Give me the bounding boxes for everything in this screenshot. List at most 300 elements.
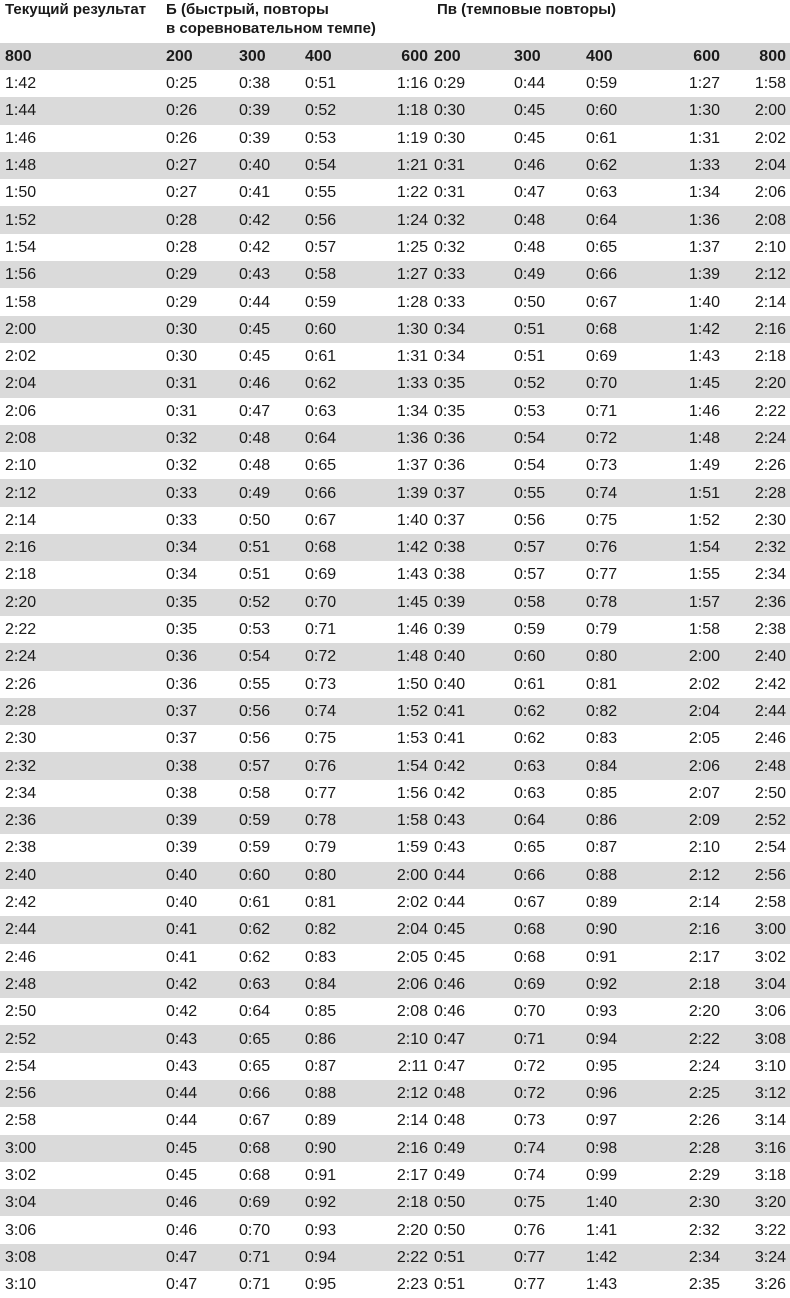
pace-cell: 2:12 <box>376 1080 432 1107</box>
pace-cell: 0:30 <box>164 316 237 343</box>
pace-cell: 0:45 <box>166 1167 198 1185</box>
pace-cell: 0:40 <box>166 894 198 912</box>
table-row <box>0 179 790 206</box>
pace-cell: 2:08 <box>724 206 790 233</box>
pace-cell: 0:45 <box>512 97 584 124</box>
pace-cell: 0:31 <box>166 402 198 420</box>
pace-cell: 3:10 <box>754 1057 786 1075</box>
pace-cell: 0:33 <box>432 261 512 288</box>
pace-cell: 2:12 <box>656 862 724 889</box>
pace-cell: 1:22 <box>396 184 428 202</box>
pace-cell: 2:24 <box>724 425 790 452</box>
pace-cell: 0:37 <box>432 479 512 506</box>
pace-cell: 2:10 <box>754 238 786 256</box>
pace-cell: 2:30 <box>656 1189 724 1216</box>
table-row <box>0 507 790 534</box>
pace-cell: 0:66 <box>237 1080 303 1107</box>
pace-cell: 0:60 <box>584 97 656 124</box>
current-result-cell: 3:10 <box>5 1276 37 1294</box>
pace-cell: 0:43 <box>166 1057 198 1075</box>
pace-cell: 0:40 <box>432 643 512 670</box>
pace-cell: 1:58 <box>688 621 720 639</box>
current-result-cell: 1:44 <box>0 97 164 124</box>
pace-table <box>0 43 790 1298</box>
pace-cell: 0:57 <box>512 534 584 561</box>
pace-cell: 0:26 <box>164 97 237 124</box>
pace-cell: 0:42 <box>237 206 303 233</box>
pace-cell: 2:06 <box>754 184 786 202</box>
table-row <box>0 971 790 998</box>
pace-cell: 0:64 <box>512 807 584 834</box>
pace-cell: 0:98 <box>584 1135 656 1162</box>
pace-cell: 0:48 <box>239 457 271 475</box>
pace-cell: 0:49 <box>512 261 584 288</box>
current-result-cell: 2:40 <box>0 862 164 889</box>
current-result-cell: 2:04 <box>0 370 164 397</box>
pace-cell: 0:75 <box>586 511 618 529</box>
current-result-cell: 1:56 <box>0 261 164 288</box>
pace-cell: 0:34 <box>164 534 237 561</box>
pace-cell: 1:45 <box>656 370 724 397</box>
pace-cell: 2:05 <box>396 948 428 966</box>
pace-cell: 0:32 <box>432 206 512 233</box>
pace-cell: 1:53 <box>396 730 428 748</box>
pace-cell: 0:91 <box>305 1167 337 1185</box>
pace-cell: 3:18 <box>754 1167 786 1185</box>
pace-cell: 0:70 <box>514 1003 546 1021</box>
pace-cell: 0:68 <box>514 948 546 966</box>
pace-cell: 0:46 <box>237 370 303 397</box>
pace-cell: 0:94 <box>303 1244 376 1271</box>
pace-cell: 0:92 <box>584 971 656 998</box>
pace-cell: 0:47 <box>432 1025 512 1052</box>
pace-cell: 0:79 <box>586 621 618 639</box>
table-group-headers <box>0 0 790 43</box>
table-row <box>0 316 790 343</box>
pace-cell: 0:28 <box>164 206 237 233</box>
pace-cell: 0:51 <box>434 1276 466 1294</box>
table-row <box>0 398 790 425</box>
pace-cell: 1:52 <box>376 698 432 725</box>
pace-cell: 1:57 <box>656 589 724 616</box>
pace-cell: 0:65 <box>305 457 337 475</box>
pace-cell: 2:35 <box>688 1276 720 1294</box>
pace-cell: 1:25 <box>396 238 428 256</box>
pace-cell: 0:27 <box>166 184 198 202</box>
current-result-cell: 2:14 <box>5 511 37 529</box>
pace-cell: 0:36 <box>164 643 237 670</box>
pace-cell: 0:80 <box>584 643 656 670</box>
pace-cell: 0:58 <box>512 589 584 616</box>
pace-cell: 0:39 <box>237 97 303 124</box>
pace-cell: 0:74 <box>514 1167 546 1185</box>
pace-cell: 2:12 <box>724 261 790 288</box>
pace-cell: 0:61 <box>514 675 546 693</box>
pace-cell: 2:00 <box>376 862 432 889</box>
pace-cell: 0:27 <box>164 152 237 179</box>
pace-cell: 0:51 <box>305 75 337 93</box>
pace-cell: 0:51 <box>237 534 303 561</box>
current-result-cell: 1:48 <box>0 152 164 179</box>
table-row <box>0 206 790 233</box>
pace-cell: 0:71 <box>237 1244 303 1271</box>
current-result-cell: 1:52 <box>0 206 164 233</box>
pace-cell: 0:91 <box>586 948 618 966</box>
pace-cell: 1:58 <box>754 75 786 93</box>
pace-cell: 2:16 <box>724 316 790 343</box>
pace-cell: 1:19 <box>396 129 428 147</box>
pace-cell: 0:35 <box>434 402 466 420</box>
table-row <box>0 452 790 479</box>
pace-cell: 2:48 <box>724 752 790 779</box>
pace-cell: 0:64 <box>584 206 656 233</box>
pace-cell: 2:54 <box>754 839 786 857</box>
pace-cell: 0:50 <box>514 293 546 311</box>
pace-cell: 0:65 <box>239 1057 271 1075</box>
pace-cell: 0:90 <box>584 916 656 943</box>
current-result-cell: 2:38 <box>5 839 37 857</box>
pace-cell: 0:41 <box>164 916 237 943</box>
pace-cell: 0:69 <box>512 971 584 998</box>
pace-cell: 1:46 <box>396 621 428 639</box>
pace-cell: 1:42 <box>656 316 724 343</box>
current-result-cell: 3:08 <box>0 1244 164 1271</box>
pace-cell: 1:34 <box>396 402 428 420</box>
pace-cell: 0:65 <box>514 839 546 857</box>
pace-cell: 1:42 <box>584 1244 656 1271</box>
pace-cell: 0:48 <box>512 206 584 233</box>
pace-cell: 0:45 <box>514 129 546 147</box>
pace-cell: 0:79 <box>305 839 337 857</box>
pace-cell: 2:18 <box>754 348 786 366</box>
pace-cell: 2:18 <box>656 971 724 998</box>
pace-cell: 0:65 <box>237 1025 303 1052</box>
table-row <box>0 1080 790 1107</box>
pace-cell: 2:29 <box>688 1167 720 1185</box>
pace-cell: 0:50 <box>432 1189 512 1216</box>
pace-cell: 2:02 <box>688 675 720 693</box>
pace-cell: 0:81 <box>586 675 618 693</box>
table-row <box>0 698 790 725</box>
pace-cell: 0:44 <box>432 862 512 889</box>
pace-cell: 0:88 <box>303 1080 376 1107</box>
pace-cell: 0:50 <box>239 511 271 529</box>
pace-cell: 0:56 <box>239 730 271 748</box>
table-row <box>0 1053 790 1080</box>
pace-cell: 2:10 <box>688 839 720 857</box>
pace-cell: 0:55 <box>305 184 337 202</box>
table-row <box>0 370 790 397</box>
pace-cell: 0:38 <box>164 752 237 779</box>
pace-cell: 0:43 <box>432 807 512 834</box>
pace-cell: 1:37 <box>396 457 428 475</box>
pace-cell: 2:04 <box>656 698 724 725</box>
current-result-cell: 2:44 <box>0 916 164 943</box>
pace-cell: 1:39 <box>376 479 432 506</box>
pace-cell: 0:29 <box>166 293 198 311</box>
pace-cell: 0:52 <box>237 589 303 616</box>
pace-cell: 0:31 <box>432 152 512 179</box>
pace-cell: 0:53 <box>239 621 271 639</box>
pace-cell: 0:26 <box>166 129 198 147</box>
pace-cell: 0:38 <box>434 566 466 584</box>
pace-cell: 0:41 <box>434 730 466 748</box>
pace-cell: 0:59 <box>305 293 337 311</box>
table-row <box>0 1244 790 1271</box>
pace-cell: 0:38 <box>239 75 271 93</box>
pace-cell: 0:86 <box>584 807 656 834</box>
pace-cell: 0:41 <box>166 948 198 966</box>
table-row <box>0 479 790 506</box>
pace-cell: 1:33 <box>376 370 432 397</box>
pace-cell: 0:37 <box>166 730 198 748</box>
pace-cell: 0:62 <box>584 152 656 179</box>
pace-cell: 0:69 <box>237 1189 303 1216</box>
pace-cell: 1:33 <box>656 152 724 179</box>
current-result-cell: 2:18 <box>5 566 37 584</box>
pace-cell: 2:56 <box>724 862 790 889</box>
pace-cell: 0:75 <box>305 730 337 748</box>
pace-cell: 0:43 <box>237 261 303 288</box>
pace-cell: 0:68 <box>303 534 376 561</box>
table-row <box>0 425 790 452</box>
pace-cell: 0:32 <box>434 238 466 256</box>
pace-cell: 3:08 <box>724 1025 790 1052</box>
pace-cell: 2:14 <box>396 1112 428 1130</box>
pace-cell: 0:51 <box>239 566 271 584</box>
pace-cell: 1:54 <box>656 534 724 561</box>
pace-cell: 0:36 <box>434 457 466 475</box>
table-row <box>0 1216 790 1243</box>
pace-cell: 0:37 <box>434 511 466 529</box>
pace-cell: 0:94 <box>584 1025 656 1052</box>
pace-cell: 0:63 <box>237 971 303 998</box>
pace-cell: 0:44 <box>514 75 546 93</box>
table-row <box>0 616 790 643</box>
pace-cell: 0:32 <box>164 425 237 452</box>
header-fast-repeats: Б (быстрый, повторы в соревновательном темпе) <box>166 1 376 37</box>
pace-cell: 0:93 <box>586 1003 618 1021</box>
pace-cell: 0:48 <box>434 1112 466 1130</box>
pace-cell: 1:31 <box>396 348 428 366</box>
table-row <box>0 561 790 588</box>
current-result-cell: 2:46 <box>5 948 37 966</box>
pace-cell: 0:45 <box>164 1135 237 1162</box>
table-row <box>0 834 790 861</box>
pace-cell: 0:82 <box>584 698 656 725</box>
column-header: 300 <box>237 43 303 70</box>
pace-cell: 2:50 <box>754 784 786 802</box>
pace-cell: 0:72 <box>512 1080 584 1107</box>
pace-cell: 3:06 <box>754 1003 786 1021</box>
pace-cell: 0:63 <box>514 784 546 802</box>
pace-cell: 0:62 <box>512 698 584 725</box>
pace-cell: 0:38 <box>432 534 512 561</box>
pace-cell: 2:30 <box>754 511 786 529</box>
pace-cell: 0:77 <box>305 784 337 802</box>
table-row <box>0 889 790 916</box>
table-row <box>0 343 790 370</box>
pace-cell: 0:59 <box>237 807 303 834</box>
current-result-cell: 2:56 <box>0 1080 164 1107</box>
pace-cell: 0:39 <box>434 621 466 639</box>
pace-cell: 0:77 <box>512 1244 584 1271</box>
pace-cell: 0:86 <box>303 1025 376 1052</box>
pace-cell: 0:87 <box>305 1057 337 1075</box>
pace-cell: 0:76 <box>514 1221 546 1239</box>
current-result-cell: 2:50 <box>5 1003 37 1021</box>
pace-cell: 2:40 <box>724 643 790 670</box>
pace-cell: 1:55 <box>688 566 720 584</box>
pace-cell: 2:00 <box>656 643 724 670</box>
pace-cell: 0:83 <box>305 948 337 966</box>
pace-cell: 3:22 <box>754 1221 786 1239</box>
pace-cell: 1:59 <box>396 839 428 857</box>
current-result-cell: 2:22 <box>5 621 37 639</box>
pace-cell: 2:58 <box>754 894 786 912</box>
pace-cell: 2:16 <box>376 1135 432 1162</box>
pace-cell: 3:02 <box>754 948 786 966</box>
pace-cell: 0:44 <box>166 1112 198 1130</box>
pace-cell: 1:52 <box>688 511 720 529</box>
current-result-cell: 2:16 <box>0 534 164 561</box>
pace-cell: 1:43 <box>688 348 720 366</box>
column-header-row <box>0 43 790 70</box>
pace-cell: 1:48 <box>656 425 724 452</box>
pace-cell: 0:78 <box>584 589 656 616</box>
pace-cell: 0:51 <box>514 348 546 366</box>
pace-cell: 1:34 <box>688 184 720 202</box>
pace-cell: 0:51 <box>512 316 584 343</box>
pace-cell: 0:53 <box>514 402 546 420</box>
pace-cell: 0:46 <box>434 1003 466 1021</box>
pace-cell: 0:92 <box>303 1189 376 1216</box>
pace-cell: 0:71 <box>305 621 337 639</box>
pace-cell: 3:26 <box>754 1276 786 1294</box>
current-result-cell: 2:28 <box>0 698 164 725</box>
pace-cell: 0:40 <box>434 675 466 693</box>
pace-cell: 0:33 <box>164 479 237 506</box>
pace-cell: 0:67 <box>239 1112 271 1130</box>
pace-cell: 1:40 <box>688 293 720 311</box>
column-header: 800 <box>724 43 790 70</box>
pace-cell: 0:82 <box>303 916 376 943</box>
pace-cell: 0:56 <box>514 511 546 529</box>
pace-cell: 1:48 <box>376 643 432 670</box>
pace-cell: 0:37 <box>164 698 237 725</box>
pace-cell: 0:47 <box>239 402 271 420</box>
pace-cell: 0:44 <box>434 894 466 912</box>
pace-cell: 2:24 <box>688 1057 720 1075</box>
pace-cell: 2:52 <box>724 807 790 834</box>
pace-cell: 0:74 <box>303 698 376 725</box>
header-current-result: Текущий результат <box>5 1 147 18</box>
pace-cell: 0:35 <box>432 370 512 397</box>
pace-cell: 0:46 <box>432 971 512 998</box>
pace-cell: 0:52 <box>512 370 584 397</box>
pace-cell: 0:47 <box>434 1057 466 1075</box>
table-row <box>0 780 790 807</box>
pace-cell: 0:57 <box>237 752 303 779</box>
table-row <box>0 752 790 779</box>
pace-cell: 0:39 <box>432 589 512 616</box>
pace-cell: 0:73 <box>305 675 337 693</box>
current-result-cell: 2:54 <box>5 1057 37 1075</box>
pace-cell: 0:34 <box>434 348 466 366</box>
pace-cell: 0:49 <box>432 1135 512 1162</box>
pace-cell: 0:45 <box>434 948 466 966</box>
pace-cell: 2:26 <box>754 457 786 475</box>
table-row <box>0 1189 790 1216</box>
pace-cell: 2:38 <box>754 621 786 639</box>
pace-cell: 0:68 <box>584 316 656 343</box>
pace-cell: 0:47 <box>166 1276 198 1294</box>
pace-cell: 0:64 <box>239 1003 271 1021</box>
pace-cell: 0:81 <box>305 894 337 912</box>
pace-cell: 1:18 <box>376 97 432 124</box>
pace-cell: 2:32 <box>688 1221 720 1239</box>
pace-cell: 2:09 <box>656 807 724 834</box>
pace-cell: 0:46 <box>512 152 584 179</box>
pace-cell: 0:35 <box>166 621 198 639</box>
pace-cell: 0:84 <box>584 752 656 779</box>
current-result-cell: 2:06 <box>5 402 37 420</box>
table-row <box>0 589 790 616</box>
pace-cell: 3:16 <box>724 1135 790 1162</box>
pace-cell: 0:66 <box>512 862 584 889</box>
pace-cell: 1:56 <box>396 784 428 802</box>
pace-cell: 2:23 <box>396 1276 428 1294</box>
current-result-cell: 2:10 <box>5 457 37 475</box>
current-result-cell: 2:24 <box>0 643 164 670</box>
pace-cell: 0:40 <box>237 152 303 179</box>
pace-cell: 0:66 <box>584 261 656 288</box>
current-result-cell: 3:04 <box>0 1189 164 1216</box>
pace-cell: 0:62 <box>514 730 546 748</box>
pace-cell: 2:07 <box>688 784 720 802</box>
pace-cell: 0:73 <box>514 1112 546 1130</box>
pace-cell: 2:22 <box>754 402 786 420</box>
pace-cell: 1:36 <box>656 206 724 233</box>
pace-cell: 1:39 <box>656 261 724 288</box>
table-row <box>0 1107 790 1134</box>
pace-cell: 0:58 <box>239 784 271 802</box>
pace-cell: 2:20 <box>724 370 790 397</box>
pace-cell: 2:04 <box>376 916 432 943</box>
pace-cell: 0:33 <box>434 293 466 311</box>
table-row <box>0 1271 790 1298</box>
table-row <box>0 998 790 1025</box>
pace-cell: 1:31 <box>688 129 720 147</box>
pace-cell: 1:58 <box>376 807 432 834</box>
pace-cell: 0:42 <box>164 971 237 998</box>
pace-cell: 2:22 <box>656 1025 724 1052</box>
pace-cell: 0:46 <box>166 1221 198 1239</box>
pace-cell: 0:54 <box>303 152 376 179</box>
pace-cell: 0:62 <box>239 948 271 966</box>
pace-cell: 1:30 <box>376 316 432 343</box>
pace-cell: 2:17 <box>688 948 720 966</box>
current-result-cell: 2:32 <box>0 752 164 779</box>
pace-cell: 0:31 <box>164 370 237 397</box>
pace-cell: 0:77 <box>514 1276 546 1294</box>
pace-cell: 0:54 <box>512 425 584 452</box>
pace-cell: 2:46 <box>754 730 786 748</box>
pace-cell: 0:93 <box>305 1221 337 1239</box>
pace-cell: 2:02 <box>754 129 786 147</box>
pace-cell: 0:30 <box>432 97 512 124</box>
pace-cell: 1:27 <box>688 75 720 93</box>
